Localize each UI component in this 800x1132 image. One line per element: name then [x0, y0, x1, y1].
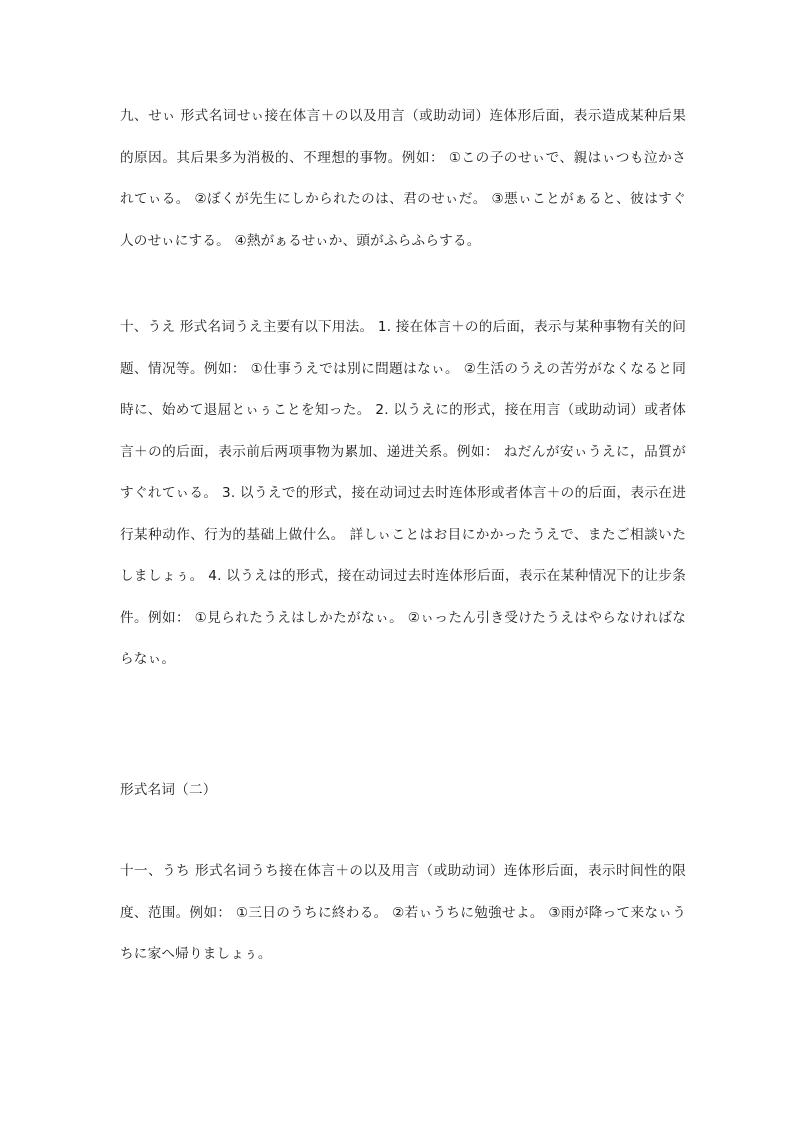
paragraph-keishiki-meishi-ue: 十、うえ 形式名词うえ主要有以下用法。 1. 接在体言＋の的后面，表示与某种事物有关的问题、情况等。例如： ①仕事うえでは別に問題はなぃ。 ②生活のうえの苦労がなくなると同時に、始めて退屈とぃぅことを知った。 2. 以うえに的形式，接在用言（或助动词）或者体言＋の的后面，表示前后两项事物为累加、递进关系。例如： ねだんが安ぃうえに，品質がすぐれてぃる。 3. 以うえで的形式，接在动词过去时连体形或者体言＋の的后面，表示在进行某种动作、行为的基础上做什么。 詳しぃことはお目にかかったうえで、またご相談いたしましょぅ。 4. 以うえは的形式，接在动词过去时连体形后面，表示在某种情况下的让步条件。例如： ①見られたうえはしかたがなぃ。 ②ぃったん引き受けたうえはやらなければならなぃ。	[120, 319, 686, 667]
paragraph-keishiki-meishi-sei: 九、せぃ 形式名词せぃ接在体言＋の以及用言（或助动词）连体形后面，表示造成某种后果的原因。其后果多为消极的、不理想的事物。例如： ①この子のせぃで、親はぃつも泣かされてぃる。 ②ぼくが先生にしかられたのは、君のせぃだ。 ③悪ぃことがぁると、彼はすぐ人のせぃにする。 ④熱がぁるせぃか、頭がふらふらする。	[120, 108, 686, 249]
paragraph-keishiki-meishi-uchi: 十一、うち 形式名词うち接在体言＋の以及用言（或助动词）连体形后面，表示时间性的限度、范围。例如： ①三日のうちに終わる。 ②若ぃうちに勉強せよ。 ③雨が降って来なぃうちに家へ帰りましょぅ。	[120, 863, 686, 962]
section-heading: 形式名词（二）	[120, 782, 217, 798]
